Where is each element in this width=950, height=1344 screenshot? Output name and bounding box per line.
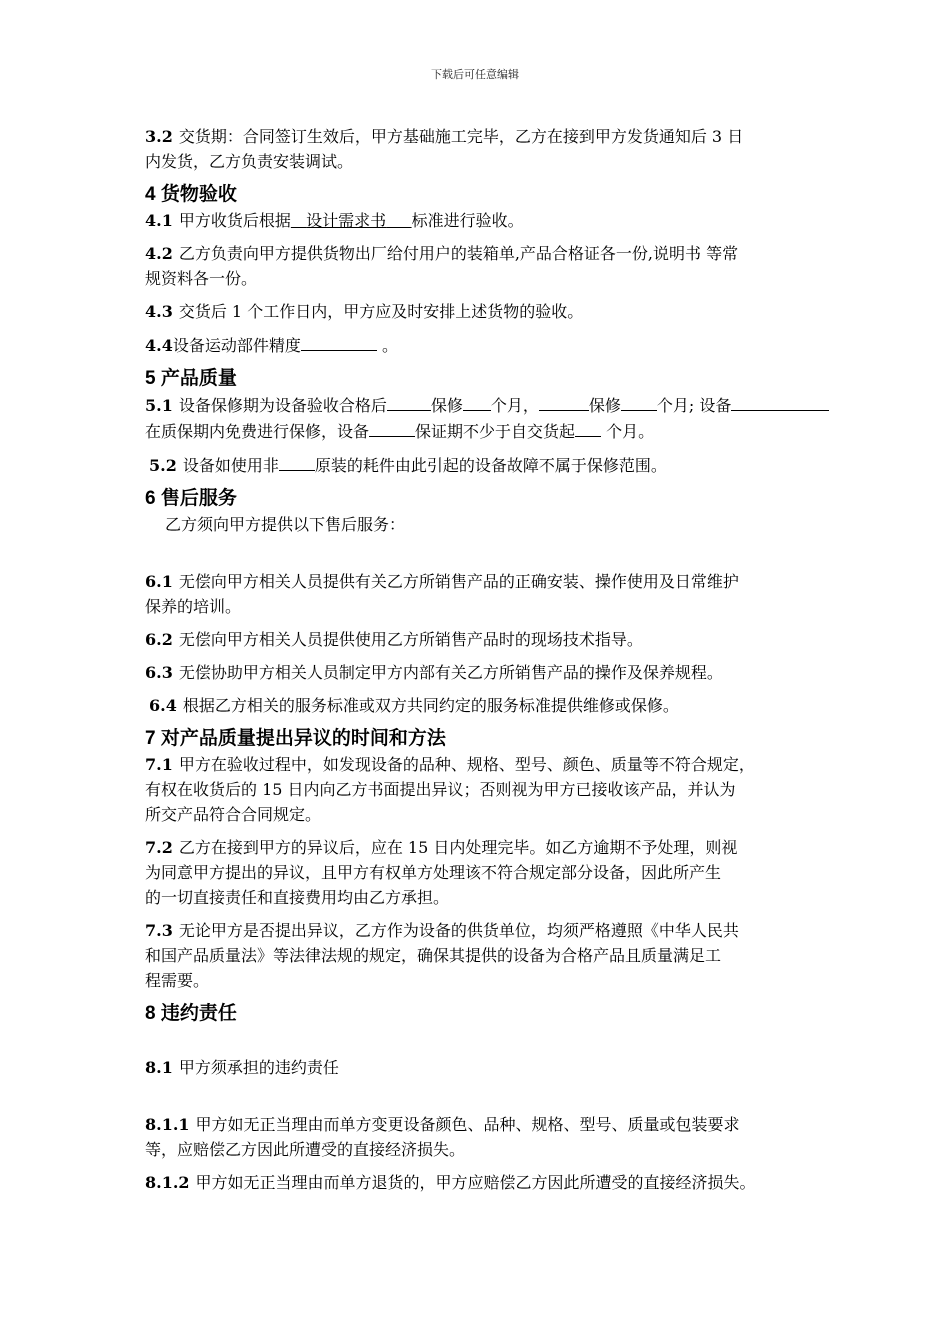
- clause-number: 4.4: [145, 336, 173, 355]
- clause-6-3: [145, 660, 865, 685]
- clause-text: 保养的培训。: [145, 597, 242, 616]
- section-heading-7: 7 对产品质量提出异议的时间和方法: [145, 728, 446, 749]
- clause-text: 甲方在验收过程中，如发现设备的品种、规格、型号、颜色、质量等不符合规定，: [178, 755, 755, 774]
- section-heading-8: 8 违约责任: [145, 1003, 237, 1024]
- clause-text: 设备保修期为设备验收合格后: [178, 396, 387, 415]
- section-heading-6: 6 售后服务: [145, 488, 237, 509]
- clause-text: 个月。: [601, 422, 655, 441]
- clause-4-3: [145, 299, 865, 324]
- clause-text: 。: [376, 336, 398, 355]
- clause-text: 无偿协助甲方相关人员制定甲方内部有关乙方所销售产品的操作及保养规程。: [178, 663, 723, 682]
- clause-text: 甲方须承担的违约责任: [178, 1058, 339, 1077]
- clause-text: 程需要。: [145, 971, 210, 990]
- blank-line: [369, 418, 415, 437]
- clause-text: 内发货，乙方负责安装调试。: [145, 152, 354, 171]
- clause-text: 标准进行验收。: [411, 211, 524, 230]
- clause-text: 等，应赔偿乙方因此所遭受的直接经济损失。: [145, 1140, 466, 1159]
- clause-text: 设备如使用非: [182, 456, 279, 475]
- clause-5-2: [145, 452, 865, 478]
- clause-text: 个月; 设备: [656, 396, 732, 415]
- clause-text: 无论甲方是否提出异议，乙方作为设备的供货单位，均须严格遵照《中华人民共: [178, 921, 739, 940]
- clause-text: 所交产品符合合同规定。: [145, 805, 322, 824]
- clause-text: 有权在收货后的 15 日内向乙方书面提出异议；否则视为甲方已接收该产品，并认为: [145, 780, 736, 799]
- clause-text: 无偿向甲方相关人员提供使用乙方所销售产品时的现场技术指导。: [178, 630, 643, 649]
- clause-8-1-2: [145, 1170, 865, 1195]
- clause-number: 4.3: [145, 302, 173, 321]
- clause-number: 5.1: [145, 396, 173, 415]
- clause-text: 的一切直接责任和直接费用均由乙方承担。: [145, 888, 450, 907]
- blank-line: [387, 392, 431, 411]
- section-heading-5: 5 产品质量: [145, 368, 237, 389]
- clause-number: 8.1.2: [145, 1173, 190, 1192]
- clause-6-2: [145, 627, 865, 652]
- clause-text: 保修: [588, 396, 621, 415]
- clause-8-1: [145, 1055, 865, 1080]
- clause-number: 4.1: [145, 211, 173, 230]
- section-heading-4: 4 货物验收: [145, 184, 237, 205]
- clause-7-2: [145, 835, 865, 910]
- clause-number: 6.3: [145, 663, 173, 682]
- clause-text: 甲方收货后根据: [178, 211, 291, 230]
- clause-text: 保证期不少于自交货起: [415, 422, 576, 441]
- clause-text: 和国产品质量法》等法律法规的规定，确保其提供的设备为合格产品且质量满足工: [145, 946, 722, 965]
- clause-number: 7.1: [145, 755, 173, 774]
- clause-text: 在质保期内免费进行保修，设备: [145, 422, 370, 441]
- clause-text: 保修: [430, 396, 463, 415]
- clause-4-4: [145, 332, 865, 358]
- clause-6-4: [145, 693, 865, 718]
- blank-line: [575, 418, 601, 437]
- section-6-intro: 乙方须向甲方提供以下售后服务：: [165, 515, 406, 534]
- clause-5-1: [145, 392, 865, 444]
- clause-number: 8.1.1: [145, 1115, 190, 1134]
- document-body: [145, 124, 865, 1203]
- clause-text: 交货后 1 个工作日内，甲方应及时安排上述货物的验收。: [178, 302, 584, 321]
- clause-text: 交货期：合同签订生效后，甲方基础施工完毕，乙方在接到甲方发货通知后 3 日: [178, 127, 744, 146]
- clause-number: 6.2: [145, 630, 173, 649]
- clause-8-1-1: [145, 1112, 865, 1162]
- clause-text: 甲方如无正当理由而单方退货的，甲方应赔偿乙方因此所遭受的直接经济损失。: [195, 1173, 756, 1192]
- clause-text: 无偿向甲方相关人员提供有关乙方所销售产品的正确安装、操作使用及日常维护: [178, 572, 739, 591]
- clause-4-1: [145, 208, 865, 233]
- page-header: 下载后可任意编辑: [431, 68, 519, 81]
- clause-text: 乙方负责向甲方提供货物出厂给付用户的装箱单,产品合格证各一份,说明书 等常: [178, 244, 739, 263]
- clause-3-2: [145, 124, 865, 174]
- clause-text: 乙方在接到甲方的异议后，应在 15 日内处理完毕。如乙方逾期不予处理，则视: [178, 838, 738, 857]
- blank-line: [301, 332, 377, 351]
- clause-text: 根据乙方相关的服务标准或双方共同约定的服务标准提供维修或保修。: [182, 696, 679, 715]
- blank-line: [539, 392, 589, 411]
- clause-number: 4.2: [145, 244, 173, 263]
- clause-6-1: [145, 569, 865, 619]
- clause-text: 为同意甲方提出的异议，且甲方有权单方处理该不符合规定部分设备，因此所产生: [145, 863, 722, 882]
- clause-number: 7.2: [145, 838, 173, 857]
- clause-7-1: [145, 752, 865, 827]
- clause-text: 个月，: [490, 396, 539, 415]
- clause-text: 原装的耗件由此引起的设备故障不属于保修范围。: [314, 456, 667, 475]
- blank-line: [731, 392, 829, 411]
- blank-line: [621, 392, 657, 411]
- clause-number: 7.3: [145, 921, 173, 940]
- clause-number: 6.1: [145, 572, 173, 591]
- blank-line: [279, 452, 315, 471]
- clause-4-2: [145, 241, 865, 291]
- clause-number: 5.2: [149, 456, 177, 475]
- clause-text: 甲方如无正当理由而单方变更设备颜色、品种、规格、型号、质量或包装要求: [195, 1115, 740, 1134]
- clause-text: 规资料各一份。: [145, 269, 258, 288]
- clause-text: 设备运动部件精度: [172, 336, 301, 355]
- fill-in-underlined: 设计需求书: [306, 211, 387, 230]
- clause-number: 3.2: [145, 127, 173, 146]
- blank-line: [463, 392, 491, 411]
- clause-number: 8.1: [145, 1058, 173, 1077]
- clause-number: 6.4: [149, 696, 177, 715]
- clause-7-3: [145, 918, 865, 993]
